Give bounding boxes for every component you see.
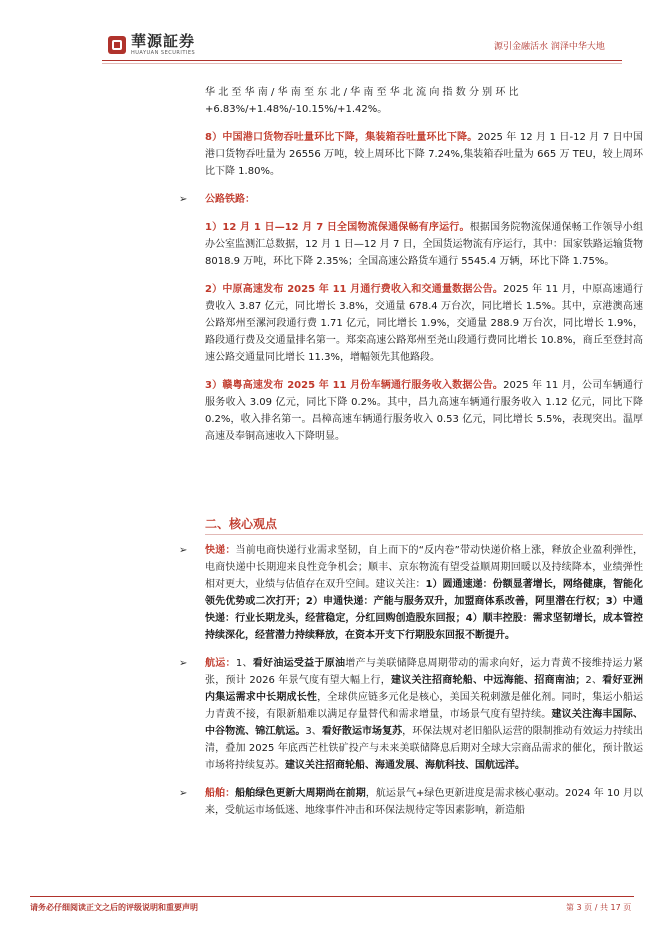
bullet-arrow-icon: ➢ [179, 658, 188, 669]
bullet-arrow-icon: ➢ [179, 788, 188, 799]
bullet-arrow-icon: ➢ [179, 194, 188, 205]
bullet-arrow-icon: ➢ [179, 545, 188, 556]
flow-index-line-2: +6.83%/+1.48%/-10.15%/+1.42%。 [205, 104, 388, 115]
shipping-bold: 建议关注海丰国际、中谷物流、锦江航运。 [205, 709, 644, 737]
shipping-label: 航运： [205, 658, 236, 669]
ganyue-text: 2025 年 11 月，公司车辆通行服务收入 3.09 亿元，同比下降 0.2%。其中，昌九高速车辆通行服务收入 1.12 亿元，同比下降 0.2%，收入排名第一。昌樟高速车辆通行服务收入 0.53 亿元，同比增长 5.5%，表现突出。温厚高速及奉铜高速收入下降明显。 [205, 380, 643, 442]
footer-disclaimer: 请务必仔细阅读正文之后的评级说明和重要声明 [30, 903, 198, 912]
page-number: 第 3 页 / 共 17 页 [566, 903, 632, 912]
shipping-text: 3、 [305, 726, 322, 737]
section-heading-core-views: 二、核心观点 [205, 517, 278, 531]
shipping-text: ，全球供应链多元化是核心，美国关税刺激是催化剂。同时，集运小船运力青黄不接，有限新船难以满足存量替代和需求增量，市场景气度有望持续。 [205, 692, 644, 720]
shipping-bold: 看好亚洲内集运需求中长期成长性 [205, 675, 644, 703]
zhongyuan-paragraph [205, 281, 643, 366]
company-logo [108, 34, 195, 56]
header-slogan: 源引金融活水 润泽中华大地 [494, 42, 605, 52]
logistics-text: 根据国务院物流保通保畅工作领导小组办公室监测汇总数据，12 月 1 日—12 月 7 日，全国货运物流有序运行，其中：国家铁路运输货物 8018.9 万吨，环比下降 2.35%；全国高速公路货车通行 5545.4 万辆，环比下降 1.75%。 [205, 222, 643, 267]
logo-mark-icon [108, 36, 126, 54]
flow-index-paragraph [205, 84, 643, 118]
port-throughput-text: 2025 年 12 月 1 日-12 月 7 日中国港口货物吞吐量为 26556 万吨，较上周环比下降 7.24%,集装箱吞吐量为 665 万 TEU，较上周环比下降 1.80%。 [205, 132, 643, 177]
shipping-bold: 建议关注招商轮船、中远海能、招商南油； [390, 675, 586, 686]
shipbuilding-text: ，航运景气+绿色更新进度是需求核心驱动。2024 年 10 月以来，受航运市场低迷、地缘事件冲击和环保法规待定等因素影响，新造船 [205, 788, 644, 816]
ganyue-heading: 3）赣粤高速发布 2025 年 11 月份车辆通行服务收入数据公告。 [205, 380, 504, 391]
header-divider-secondary [102, 63, 622, 64]
shipping-text: 2、 [585, 675, 603, 686]
shipping-text: 增产与美联储降息周期带动的需求向好，运力青黄不接维持运力紧张，预计 2026 年景气度有望大幅上行， [205, 658, 644, 686]
footer-divider [30, 896, 634, 897]
shipping-bold: 看好油运受益于原油 [252, 658, 346, 669]
express-label: 快递： [205, 545, 236, 556]
ganyue-paragraph [205, 377, 643, 445]
shipping-bold: 建议关注招商轮船、海通发展、海航科技、国航远洋。 [285, 760, 525, 771]
logistics-paragraph [205, 219, 643, 270]
express-bullet [179, 542, 644, 644]
express-text: 当前电商快递行业需求坚韧，自上而下的“反内卷”带动快递价格上涨，释放企业盈利弹性，电商快递中长期迎来良性竞争机会；顺丰、京东物流有望受益顺周期回暖以及持续降本，业绩弹性相对更大，业绩与估值存在双升空间。建议关注： [205, 545, 644, 590]
shipbuilding-bullet [179, 785, 644, 819]
port-throughput-heading: 8）中国港口货物吞吐量环比下降，集装箱吞吐量环比下降。 [205, 132, 478, 143]
core-views-body [179, 542, 644, 819]
report-body [179, 84, 643, 445]
shipping-text: ，环保法规对老旧船队运营的限制推动有效运力持续出清，叠加 2025 年底西芒杜铁矿投产与未来美联储降息后期对全球大宗商品需求的催化，预计散运市场将持续复苏。 [205, 726, 644, 771]
page-header [0, 0, 662, 70]
shipbuilding-bold: 船舶绿色更新大周期尚在前期 [235, 788, 366, 799]
port-throughput-paragraph [205, 129, 643, 180]
logo-chinese-name: 華源証券 [131, 32, 196, 50]
zhongyuan-text: 2025 年 11 月，中原高速通行费收入 3.87 亿元，同比增长 3.8%，交通量 678.4 万台次，同比增长 1.5%。其中，京港澳高速公路郑州至漯河段通行费 1.71 亿元，同比增长 1.9%，交通量 288.9 万台次，同比增长 1.9%，路段通行费及交通量排名第一。郑栾高速公路郑州至尧山段通行费同比增长 10.8%，商丘至登封高速公路交通量同比增长 11.3%，增幅领先其他路段。 [205, 284, 643, 363]
road-rail-label: 公路铁路： [205, 194, 255, 205]
logo-english-name: HUAYUAN SECURITIES [131, 50, 196, 56]
logistics-heading: 1）12 月 1 日—12 月 7 日全国物流保通保畅有序运行。 [205, 222, 470, 233]
shipping-bullet [179, 655, 644, 774]
road-rail-bullet [179, 191, 643, 208]
flow-index-line-1: 华北至华南/华南至东北/华南至华北流向指数分别环比 [205, 87, 522, 98]
express-recommendations: 1）圆通速递：份额显著增长，网络健康，智能化领先优势或二次打开；2）申通快递：产能与服务双升，加盟商体系改善，阿里潜在行权；3）中通快递：行业长期龙头，经营稳定，分红回购创造股东回报；4）顺丰控股：需求坚韧增长，成本管控持续深化，经营潜力持续释放，在资本开支下行期股东回报不断提升。 [205, 579, 643, 641]
section-divider [205, 534, 643, 535]
zhongyuan-heading: 2）中原高速发布 2025 年 11 月通行费收入和交通量数据公告。 [205, 284, 504, 295]
shipping-bold: 看好散运市场复苏 [321, 726, 403, 737]
shipping-text: 1、 [235, 658, 253, 669]
shipbuilding-label: 船舶： [205, 788, 236, 799]
header-divider [102, 60, 622, 61]
